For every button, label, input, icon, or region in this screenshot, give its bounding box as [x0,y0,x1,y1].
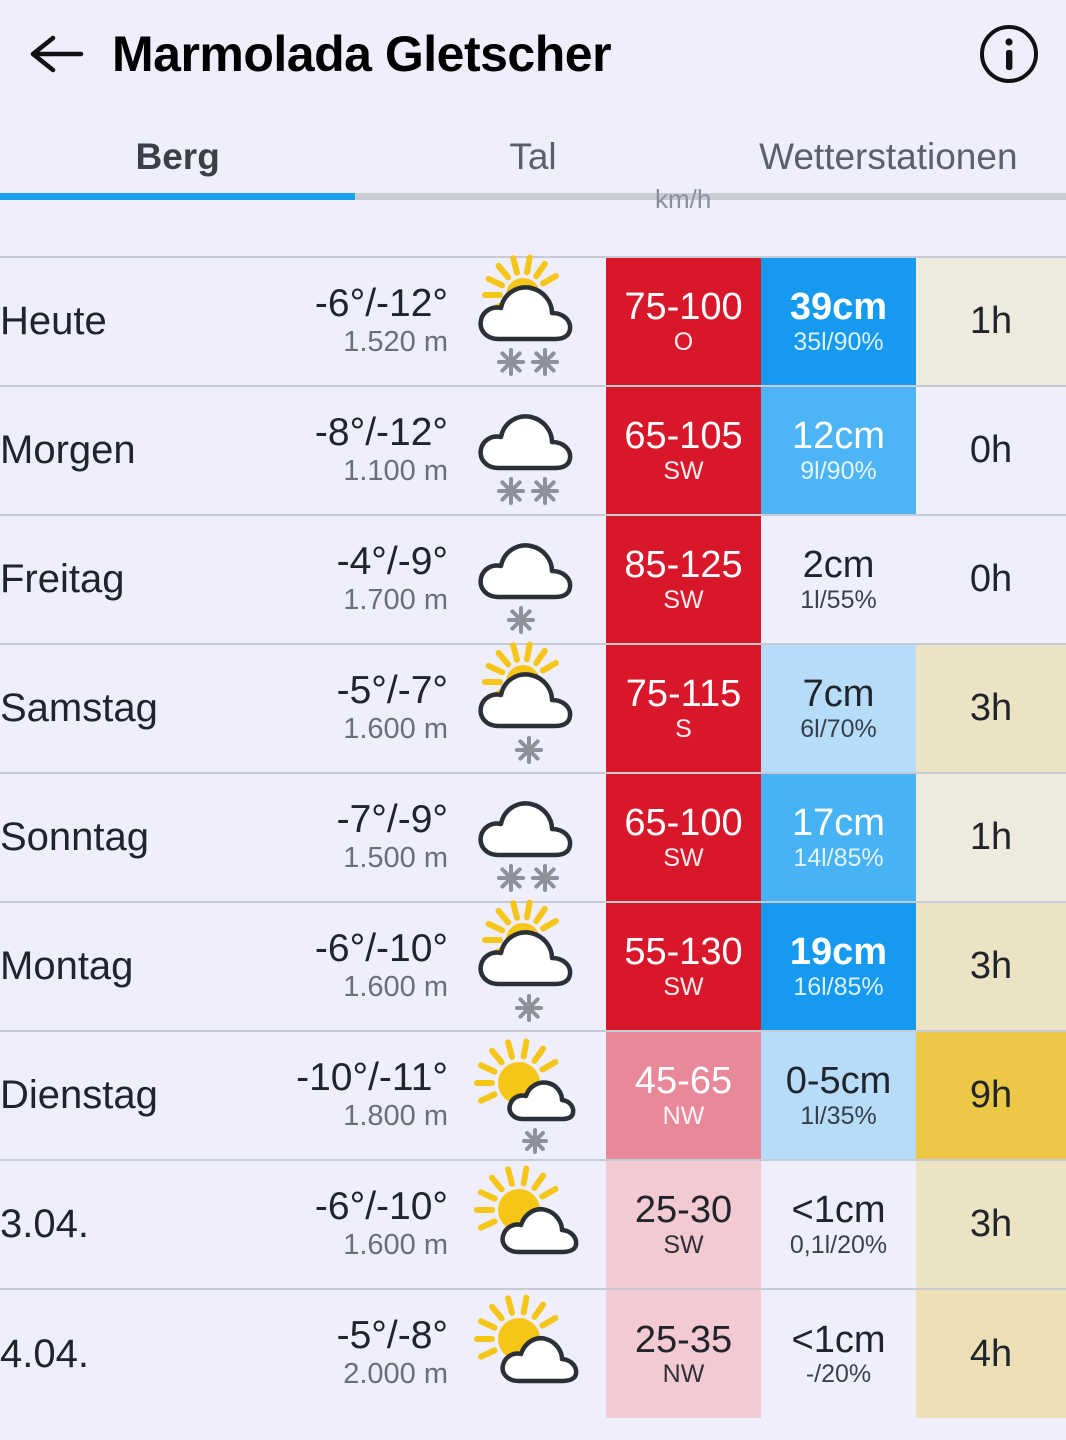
forecast-day-label: Heute [0,257,268,386]
forecast-day-label: Sonntag [0,773,268,902]
wind-direction: NW [662,1360,705,1389]
temperature-value: -6°/-10° [314,1184,448,1228]
forecast-day-label: Montag [0,902,268,1031]
cloud-snow2-icon [452,779,602,897]
info-button[interactable] [978,23,1040,85]
sunshine-hours-cell: 0h [916,386,1066,515]
weather-icon-cell [448,1031,606,1160]
new-snow-amount: 39cm [789,286,888,329]
new-snow-amount: 2cm [802,544,875,587]
table-row[interactable] [0,1031,1066,1160]
weather-icon-cell [448,515,606,644]
snow-depth-range: 75-100 [624,286,743,329]
precipitation-probability: 14l/85% [793,843,884,872]
table-row[interactable] [0,1289,1066,1418]
tab-wetterstationen[interactable]: Wetterstationen [759,136,1018,177]
snow-depth-cell [606,644,761,773]
sunshine-hours-cell: 4h [916,1289,1066,1418]
new-snow-cell [761,1031,916,1160]
sun-cloud-snow1-icon [452,908,602,1026]
new-snow-cell [761,773,916,902]
forecast-table-container[interactable] [0,184,1066,1440]
tab-berg[interactable]: Berg [135,136,220,177]
temperature-value: -4°/-9° [336,539,448,583]
app-header [0,0,1066,108]
weather-icon-cell [448,644,606,773]
weather-icon-cell [448,773,606,902]
wind-direction: S [675,714,692,743]
temperature-cell [268,1160,448,1289]
sun-cloud-icon [452,1166,602,1284]
new-snow-amount: 12cm [792,415,885,458]
weather-icon-cell [448,1289,606,1418]
temperature-cell [268,644,448,773]
cloud-snow1-icon [452,521,602,639]
sunshine-hours-cell: 9h [916,1031,1066,1160]
page-title: Marmolada Gletscher [112,26,612,82]
sun-cloud-icon [452,1295,602,1413]
snow-depth-range: 55-130 [624,931,743,974]
back-button[interactable] [26,24,86,84]
forecast-table [0,256,1066,1418]
tab-bar [0,108,1066,200]
temperature-cell [268,386,448,515]
weather-icon-cell [448,257,606,386]
temperature-value: -5°/-7° [336,668,448,712]
snow-depth-cell [606,1031,761,1160]
new-snow-amount: 7cm [802,673,875,716]
snow-depth-cell [606,1160,761,1289]
weather-icon-cell [448,1160,606,1289]
sunshine-hours-cell: 3h [916,644,1066,773]
wind-direction: SW [663,1230,704,1259]
table-row[interactable] [0,257,1066,386]
table-row[interactable] [0,386,1066,515]
table-row[interactable] [0,1160,1066,1289]
snow-depth-cell [606,515,761,644]
snowline-altitude: 1.600 m [343,712,448,745]
temperature-cell [268,515,448,644]
temperature-value: -5°/-8° [336,1314,448,1358]
arrow-left-icon [29,32,83,76]
clipped-column-header [0,184,1066,256]
snow-depth-cell [606,386,761,515]
wind-direction: SW [663,585,704,614]
table-row[interactable] [0,644,1066,773]
temperature-cell [268,1289,448,1418]
snowline-altitude: 1.500 m [343,841,448,874]
snow-depth-range: 65-105 [624,415,743,458]
snowline-altitude: 2.000 m [343,1358,448,1391]
precipitation-probability: 1l/55% [800,585,877,614]
snowline-altitude: 1.800 m [343,1099,448,1132]
snow-depth-range: 25-30 [634,1189,733,1232]
forecast-day-label: Samstag [0,644,268,773]
new-snow-cell [761,644,916,773]
new-snow-amount: 17cm [792,802,885,845]
snowline-altitude: 1.100 m [343,454,448,487]
temperature-value: -10°/-11° [296,1055,448,1099]
precipitation-probability: 1l/35% [800,1101,877,1130]
precipitation-probability: 6l/70% [800,714,877,743]
new-snow-amount: <1cm [791,1189,886,1232]
forecast-day-label: Freitag [0,515,268,644]
temperature-value: -6°/-12° [314,281,448,325]
precipitation-probability: 16l/85% [793,972,884,1001]
sunshine-hours-cell: 0h [916,515,1066,644]
wind-direction: O [673,327,694,356]
wind-direction: NW [662,1101,705,1130]
sun-cloud-snow2-icon [452,263,602,381]
precipitation-probability: 9l/90% [800,456,877,485]
sun-cloud-snow1-icon [452,650,602,768]
sunshine-hours-cell: 1h [916,257,1066,386]
temperature-cell [268,902,448,1031]
table-row[interactable] [0,773,1066,902]
table-row[interactable] [0,902,1066,1031]
temperature-cell [268,773,448,902]
sun-small-cloud-snow-icon [452,1037,602,1155]
snow-depth-cell [606,773,761,902]
forecast-day-label: Dienstag [0,1031,268,1160]
wind-unit-label: km/h [655,184,712,214]
temperature-value: -7°/-9° [336,797,448,841]
temperature-value: -8°/-12° [314,410,448,454]
temperature-cell [268,257,448,386]
new-snow-cell [761,1160,916,1289]
precipitation-probability: -/20% [805,1360,872,1389]
sunshine-hours-cell: 3h [916,902,1066,1031]
temperature-cell [268,1031,448,1160]
snow-depth-range: 45-65 [634,1060,733,1103]
snow-depth-range: 85-125 [624,544,743,587]
new-snow-amount: <1cm [791,1318,886,1361]
tab-tal[interactable]: Tal [509,136,557,177]
snow-depth-cell [606,257,761,386]
new-snow-cell [761,257,916,386]
new-snow-cell [761,1289,916,1418]
wind-direction: SW [663,456,704,485]
forecast-day-label: Morgen [0,386,268,515]
new-snow-cell [761,515,916,644]
new-snow-cell [761,386,916,515]
table-row[interactable] [0,515,1066,644]
snow-depth-range: 65-100 [624,802,743,845]
snow-depth-range: 25-35 [634,1318,733,1361]
temperature-value: -6°/-10° [314,926,448,970]
wind-direction: SW [663,972,704,1001]
new-snow-cell [761,902,916,1031]
snow-depth-cell [606,902,761,1031]
sunshine-hours-cell: 1h [916,773,1066,902]
precipitation-probability: 35l/90% [793,327,884,356]
precipitation-probability: 0,1l/20% [789,1230,888,1259]
snow-depth-range: 75-115 [625,673,742,716]
forecast-day-label: 3.04. [0,1160,268,1289]
forecast-day-label: 4.04. [0,1289,268,1418]
new-snow-amount: 0-5cm [785,1060,892,1103]
snowline-altitude: 1.520 m [343,325,448,358]
snowline-altitude: 1.600 m [343,970,448,1003]
new-snow-amount: 19cm [789,931,888,974]
weather-icon-cell [448,902,606,1031]
info-circle-icon [978,23,1040,85]
snowline-altitude: 1.600 m [343,1228,448,1261]
wind-direction: SW [663,843,704,872]
sunshine-hours-cell: 3h [916,1160,1066,1289]
weather-icon-cell [448,386,606,515]
cloud-snow2-icon [452,392,602,510]
snow-depth-cell [606,1289,761,1418]
tab-active-indicator [0,193,355,200]
snowline-altitude: 1.700 m [343,583,448,616]
